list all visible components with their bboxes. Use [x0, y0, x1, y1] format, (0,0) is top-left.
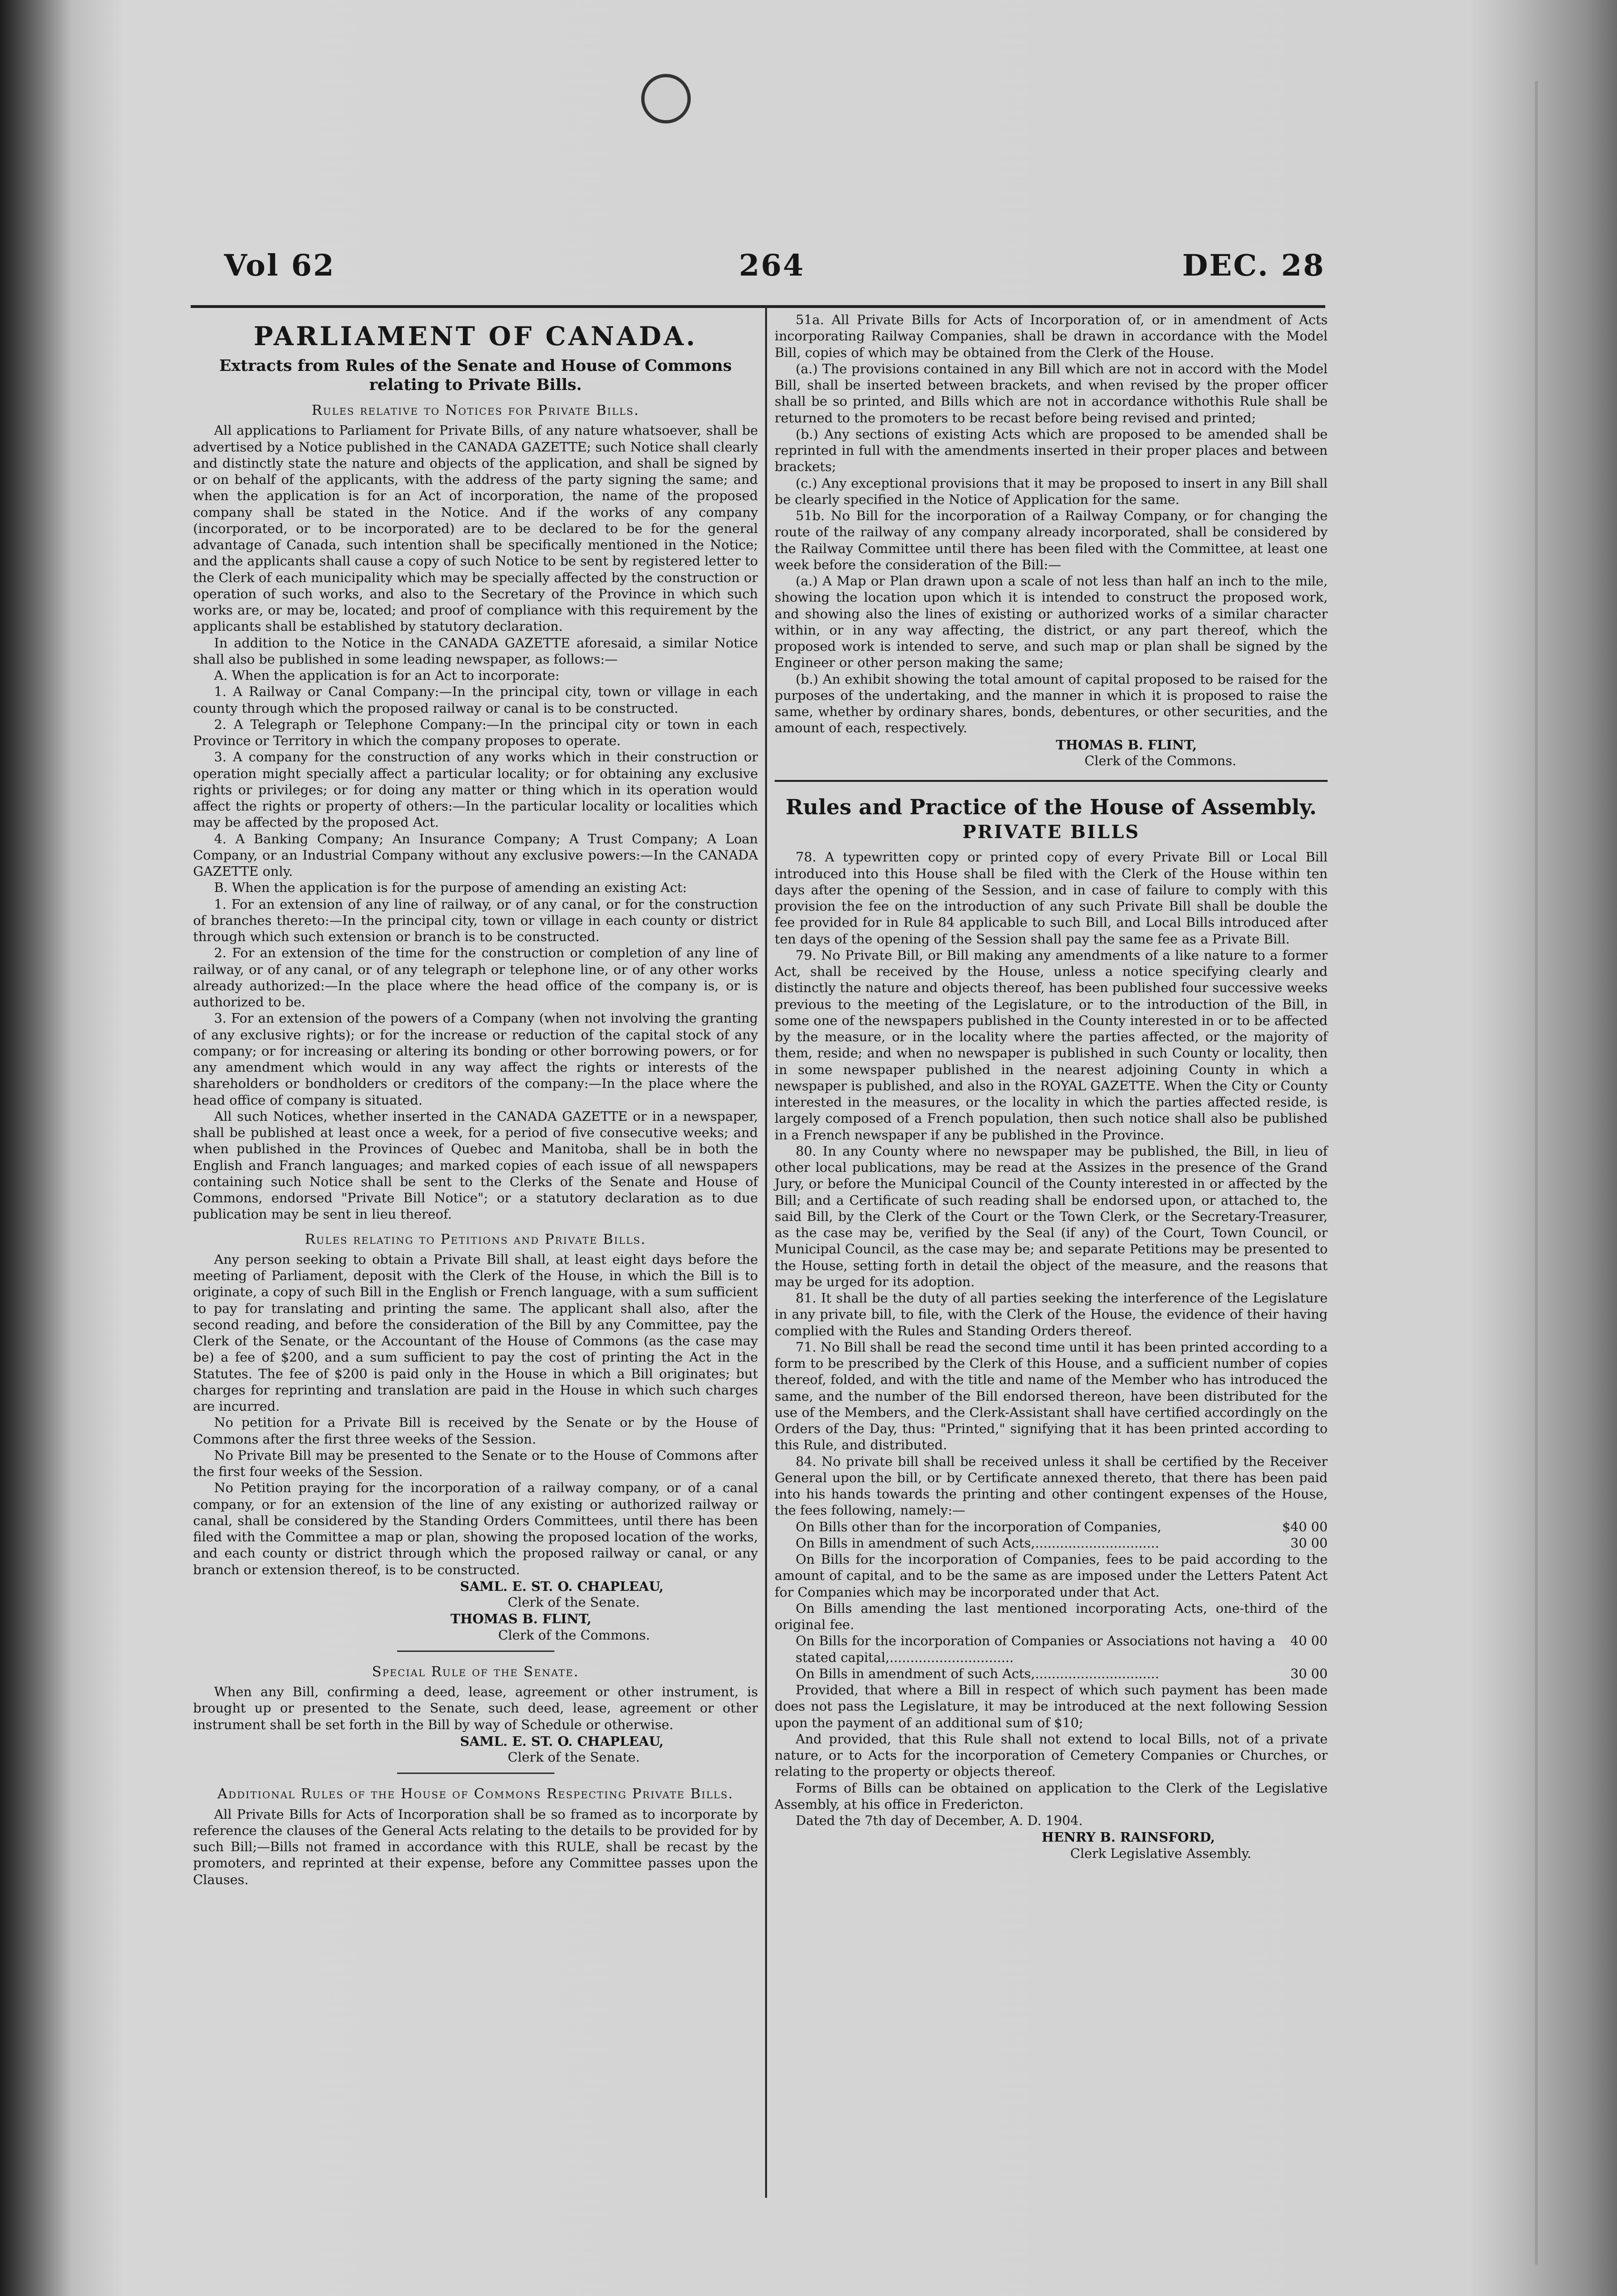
volume-label: Vol 62: [224, 248, 336, 283]
right-column: [775, 312, 1328, 1862]
additional-rules-heading: Additional Rules of the House of Commons Respecting Private Bills.: [217, 1785, 734, 1802]
paragraph: All applications to Parliament for Private Bills, of any nature whatsoever, shall be advertised by a Notice published in the CANADA GAZETTE; such Notice shall clearly and distinctly state the nature and objects of the application, and shall be signed by or on behalf of the applicants, with the address of the party signing the same; and when the application is for an Act of incorporation, the name of the proposed company shall be stated in the Notice. And if the works of any company (incorporated, or to be incorporated) are to be declared to be for the general advantage of Canada, such intention shall be specifically mentioned in the Notice; and the applicants shall cause a copy of such Notice to be sent by registered letter to the Clerk of each municipality which may be specially affected by the construction or operation of such works, and also to the Secretary of the Province in which such works are, or may be, located; and proof of compliance with this requirement by the applicants shall be established by statutory declaration.: [193, 423, 758, 635]
page-edge: [1535, 81, 1538, 2265]
signature-name: SAML. E. ST. O. CHAPLEAU,: [460, 1578, 664, 1594]
left-column: [193, 312, 758, 1888]
paragraph: 79. No Private Bill, or Bill making any amendments of a like nature to a former Act, shall be received by the House, unless a notice specifying clearly and distinctly the nature and objects thereof, has been published four successive weeks previous to the meeting of the Legislature, or to the introduction of the Bill, in some one of the newspapers published in the County interested in or to be affected by the measure, or in the locality where the parties affected, or the majority of them, reside; and when no newspaper is published in such County or locality, then in some newspaper published in the nearest adjoining County in which a newspaper is published, and also in the ROYAL GAZETTE. When the City or County interested in the measures, or the locality in which the parties affected reside, is largely composed of a French population, then such notice shall also be published in a French newspaper if any be published in the Province.: [775, 948, 1328, 1143]
paragraph: 3. For an extension of the powers of a Company (when not involving the granting of any exclusive rights); or for the increase or reduction of the capital stock of any company; or for increasing or altering its bonding or other borrowing powers, or for any amendment which would in any way affect the rights or interests of the shareholders or bondholders or creditors of the company:—In the place where the head office of company is situated.: [193, 1011, 758, 1108]
page-number: 264: [739, 248, 805, 283]
fee-label: On Bills for the incorporation of Companies or Associations not having a stated capital,..............................: [796, 1634, 1275, 1665]
paragraph: 81. It shall be the duty of all parties seeking the interference of the Legislature in any private bill, to file, with the Clerk of the House, the evidence of their having complied with the Rules and Standing Orders thereof.: [775, 1291, 1328, 1339]
paragraph: Provided, that where a Bill in respect of which such payment has been made does not pass the Legislature, it may be introduced at the next following Session upon the payment of an additional sum of $10;: [775, 1683, 1328, 1731]
fee-row: [775, 1633, 1328, 1666]
paragraph: When any Bill, confirming a deed, lease, agreement or other instrument, is brought up or presented to the Senate, such deed, lease, agreement or other instrument shall be set forth in the Bill by way of Schedule or otherwise.: [193, 1685, 758, 1732]
paragraph: 1. A Railway or Canal Company:—In the principal city, town or village in each county through which the proposed railway or canal is to be constructed.: [193, 685, 758, 716]
paragraph: Forms of Bills can be obtained on application to the Clerk of the Legislative Assembly, at his office in Fredericton.: [775, 1781, 1328, 1812]
paragraph: 51b. No Bill for the incorporation of a Railway Company, or for changing the route of the railway of any company already incorporated, shall be considered by the Railway Committee until there has been filed with the Committee, at least one week before the consideration of the Bill:—: [775, 509, 1328, 573]
assembly-heading: Rules and Practice of the House of Assembly.: [785, 795, 1317, 820]
signature-role: Clerk of the Senate.: [508, 1595, 640, 1610]
paragraph: A. When the application is for an Act to incorporate:: [214, 668, 560, 683]
notices-heading: Rules relative to Notices for Private Bills.: [311, 402, 640, 418]
signature-role: Clerk of the Commons.: [498, 1628, 650, 1643]
signature-name: THOMAS B. FLINT,: [450, 1611, 592, 1627]
paragraph: 78. A typewritten copy or printed copy of every Private Bill or Local Bill introduced into this House shall be filed with the Clerk of the House within ten days after the opening of the Session, and in case of failure to comply with this provision the fee on the introduction of any such Private Bill shall be double the fee provided for in Rule 84 applicable to such Bill, and Local Bills introduced after ten days of the opening of the Session shall pay the same fee as a Private Bill.: [775, 850, 1328, 947]
signature-name: THOMAS B. FLINT,: [1056, 737, 1197, 753]
senate-rule-heading: Special Rule of the Senate.: [372, 1663, 579, 1680]
section-divider: [397, 1650, 554, 1652]
paragraph: No Private Bill may be presented to the Senate or to the House of Commons after the first four weeks of the Session.: [193, 1448, 758, 1479]
paragraph: B. When the application is for the purpose of amending an existing Act:: [214, 881, 687, 896]
paragraph: Any person seeking to obtain a Private Bill shall, at least eight days before the meeting of Parliament, deposit with the Clerk of the House, in which the Bill is to originate, a copy of such Bill in the English or French language, with a sum sufficient to pay for translating and printing the same. The applicant shall also, after the second reading, and before the consideration of the Bill by any Committee, pay the Clerk of the Senate, or the Accountant of the House of Commons (as the case may be) a fee of $200, and a sum sufficient to pay the cost of printing the Act in the Statutes. The fee of $200 is paid only in the House in which a Bill originates; but charges for reprinting and translation are paid in the House in which such charges are incurred.: [193, 1252, 758, 1414]
fee-amount: $40 00: [1282, 1519, 1328, 1535]
fee-amount: 30 00: [1290, 1666, 1328, 1681]
paragraph: On Bills for the incorporation of Companies, fees to be paid according to the amount of capital, and to be the same as are imposed under the Letters Patent Act for Companies which may be incorporated under that Act.: [775, 1552, 1328, 1600]
column-divider: [765, 305, 767, 2198]
paragraph: 2. A Telegraph or Telephone Company:—In the principal city or town in each Province or Territory in which the company proposes to operate.: [193, 717, 758, 748]
fee-amount: 30 00: [1290, 1536, 1328, 1551]
paragraph: 51a. All Private Bills for Acts of Incorporation of, or in amendment of Acts incorporating Railway Companies, shall be drawn in accordance with the Model Bill, copies of which may be obtained from the Clerk of the House.: [775, 313, 1328, 360]
header-rule: [191, 305, 1325, 308]
paragraph: All Private Bills for Acts of Incorporation shall be so framed as to incorporate by reference the clauses of the General Acts relating to the details to be provided for by such Bill;—Bills not framed in accordance with this RULE, shall be recast by the promoters, and reprinted at their expense, before any Committee passes upon the Clauses.: [193, 1807, 758, 1887]
signature-name: HENRY B. RAINSFORD,: [1042, 1830, 1215, 1845]
paragraph: Dated the 7th day of December, A. D. 1904.: [796, 1814, 1083, 1828]
fee-amount: 40 00: [1290, 1634, 1328, 1649]
section-rule: [775, 780, 1328, 782]
page-title: PARLIAMENT OF CANADA.: [254, 321, 697, 351]
fee-row: [775, 1666, 1328, 1682]
paragraph: No Petition praying for the incorporation of a railway company, or of a canal company, or for an extension of the line of any existing or authorized railway or canal, shall be considered by the Standing Orders Committees, until there has been filed with the Committee a map or plan, showing the proposed location of the works, and each county or district through which the proposed railway or canal, or any branch or extension thereof, is to be constructed.: [193, 1481, 758, 1578]
signature-role: Clerk Legislative Assembly.: [1070, 1846, 1251, 1861]
paragraph: 84. No private bill shall be received unless it shall be certified by the Receiver General upon the bill, or by Certificate annexed thereto, that there has been paid into his hands towards the printing and other contingent expenses of the House, the fees following, namely:—: [775, 1454, 1328, 1518]
signature-role: Clerk of the Commons.: [1085, 753, 1237, 769]
paragraph: 2. For an extension of the time for the construction or completion of any line of railway, or of any canal, or of any telegraph or telephone line, or of any other works already authorized:—In the place where the head office of the company is, or is authorized to be.: [193, 946, 758, 1010]
fee-label: On Bills in amendment of such Acts,..............................: [796, 1666, 1159, 1681]
paragraph: 1. For an extension of any line of railway, or of any canal, or for the construction of branches thereto:—In the principal city, town or village in each county or district through which such extension or branch is to be constructed.: [193, 897, 758, 944]
paragraph: 80. In any County where no newspaper may be published, the Bill, in lieu of other local publications, may be read at the Assizes in the presence of the Grand Jury, or before the Municipal Council of the County interested in or affected by the Bill; and a Certificate of such reading shall be endorsed upon, or attached to, the said Bill, by the Clerk of the Court or the Town Clerk, or the Secretary-Treasurer, as the case may be, verified by the Seal (if any) of the Court, Town Council, or Municipal Council, as the case may be; and separate Petitions may be presented to the House, setting forth in detail the object of the measure, and the reasons that may be urged for its adoption.: [775, 1144, 1328, 1290]
punch-hole: [641, 74, 691, 123]
petitions-heading: Rules relating to Petitions and Private Bills.: [305, 1230, 646, 1247]
fee-row: [775, 1519, 1328, 1536]
paragraph: All such Notices, whether inserted in the CANADA GAZETTE or in a newspaper, shall be published at least once a week, for a period of five consecutive weeks; and when published in the Provinces of Quebec and Manitoba, shall be in both the English and Franch languages; and marked copies of each issue of all newspapers containing such Notice shall be sent to the Clerks of the Senate and House of Commons, endorsed "Private Bill Notice"; or a statutory declaration as to due publication may be sent in lieu thereof.: [193, 1109, 758, 1222]
fee-row: [775, 1536, 1328, 1552]
fee-label: On Bills other than for the incorporation of Companies,: [796, 1519, 1162, 1535]
paragraph: And provided, that this Rule shall not extend to local Bills, not of a private nature, or to Acts for the incorporation of Cemetery Companies or Churches, or relating to the property or objects thereof.: [775, 1732, 1328, 1780]
issue-date: DEC. 28: [1182, 248, 1325, 283]
private-bills-heading: PRIVATE BILLS: [962, 821, 1140, 842]
paragraph: In addition to the Notice in the CANADA GAZETTE aforesaid, a similar Notice shall also be published in some leading newspaper, as follows:—: [193, 636, 758, 667]
paragraph: On Bills amending the last mentioned incorporating Acts, one-third of the original fee.: [775, 1601, 1328, 1632]
paragraph: (c.) Any exceptional provisions that it may be proposed to insert in any Bill shall be clearly specified in the Notice of Application for the same.: [775, 476, 1328, 507]
paragraph: 71. No Bill shall be read the second time until it has been printed according to a form to be prescribed by the Clerk of this House, and a sufficient number of copies thereof, folded, and with the title and name of the Member who has introduced the same, and the number of the Bill endorsed thereon, have been distributed for the use of the Members, and the Clerk-Assistant shall have certified accordingly on the Orders of the Day, thus: "Printed," signifying that it has been printed according to this Rule, and distributed.: [775, 1340, 1328, 1453]
extracts-subtitle: Extracts from Rules of the Senate and House of Commons relating to Private Bills.: [219, 356, 732, 394]
signature-name: SAML. E. ST. O. CHAPLEAU,: [460, 1733, 664, 1749]
paragraph: (a.) The provisions contained in any Bill which are not in accord with the Model Bill, shall be inserted between brackets, and when revised by the proper officer shall be so printed, and Bills which are not in accordance withothis Rule shall be returned to the promoters to be recast before being revised and printed;: [775, 361, 1328, 426]
paragraph: 4. A Banking Company; An Insurance Company; A Trust Company; A Loan Company, or an Industrial Company without any exclusive powers:—In the CANADA GAZETTE only.: [193, 831, 758, 879]
paragraph: (b.) Any sections of existing Acts which are proposed to be amended shall be reprinted in full with the amendments inserted in their proper places and between brackets;: [775, 427, 1328, 475]
fee-label: On Bills in amendment of such Acts,..............................: [796, 1536, 1159, 1551]
paragraph: (a.) A Map or Plan drawn upon a scale of not less than half an inch to the mile, showing the location upon which it is intended to construct the proposed work, and showing also the lines of existing or authorized works of a similar character within, or in any way affecting, the district, or any part thereof, which the proposed work is intended to serve, and such map or plan shall be signed by the Engineer or other person making the same;: [775, 574, 1328, 671]
signature-role: Clerk of the Senate.: [508, 1750, 640, 1765]
paragraph: No petition for a Private Bill is received by the Senate or by the House of Commons after the first three weeks of the Session.: [193, 1415, 758, 1447]
section-divider: [397, 1773, 554, 1774]
paragraph: (b.) An exhibit showing the total amount of capital proposed to be raised for the purposes of the undertaking, and the manner in which it is proposed to raise the same, whether by ordinary shares, bonds, debentures, or other securities, and the amount of each, respectively.: [775, 672, 1328, 736]
paragraph: 3. A company for the construction of any works which in their construction or operation might specially affect a particular locality; or for obtaining any exclusive rights or privileges; or for doing any matter or thing which in its operation would affect the rights or property of others:—In the particular locality or localities which may be affected by the proposed Act.: [193, 750, 758, 830]
